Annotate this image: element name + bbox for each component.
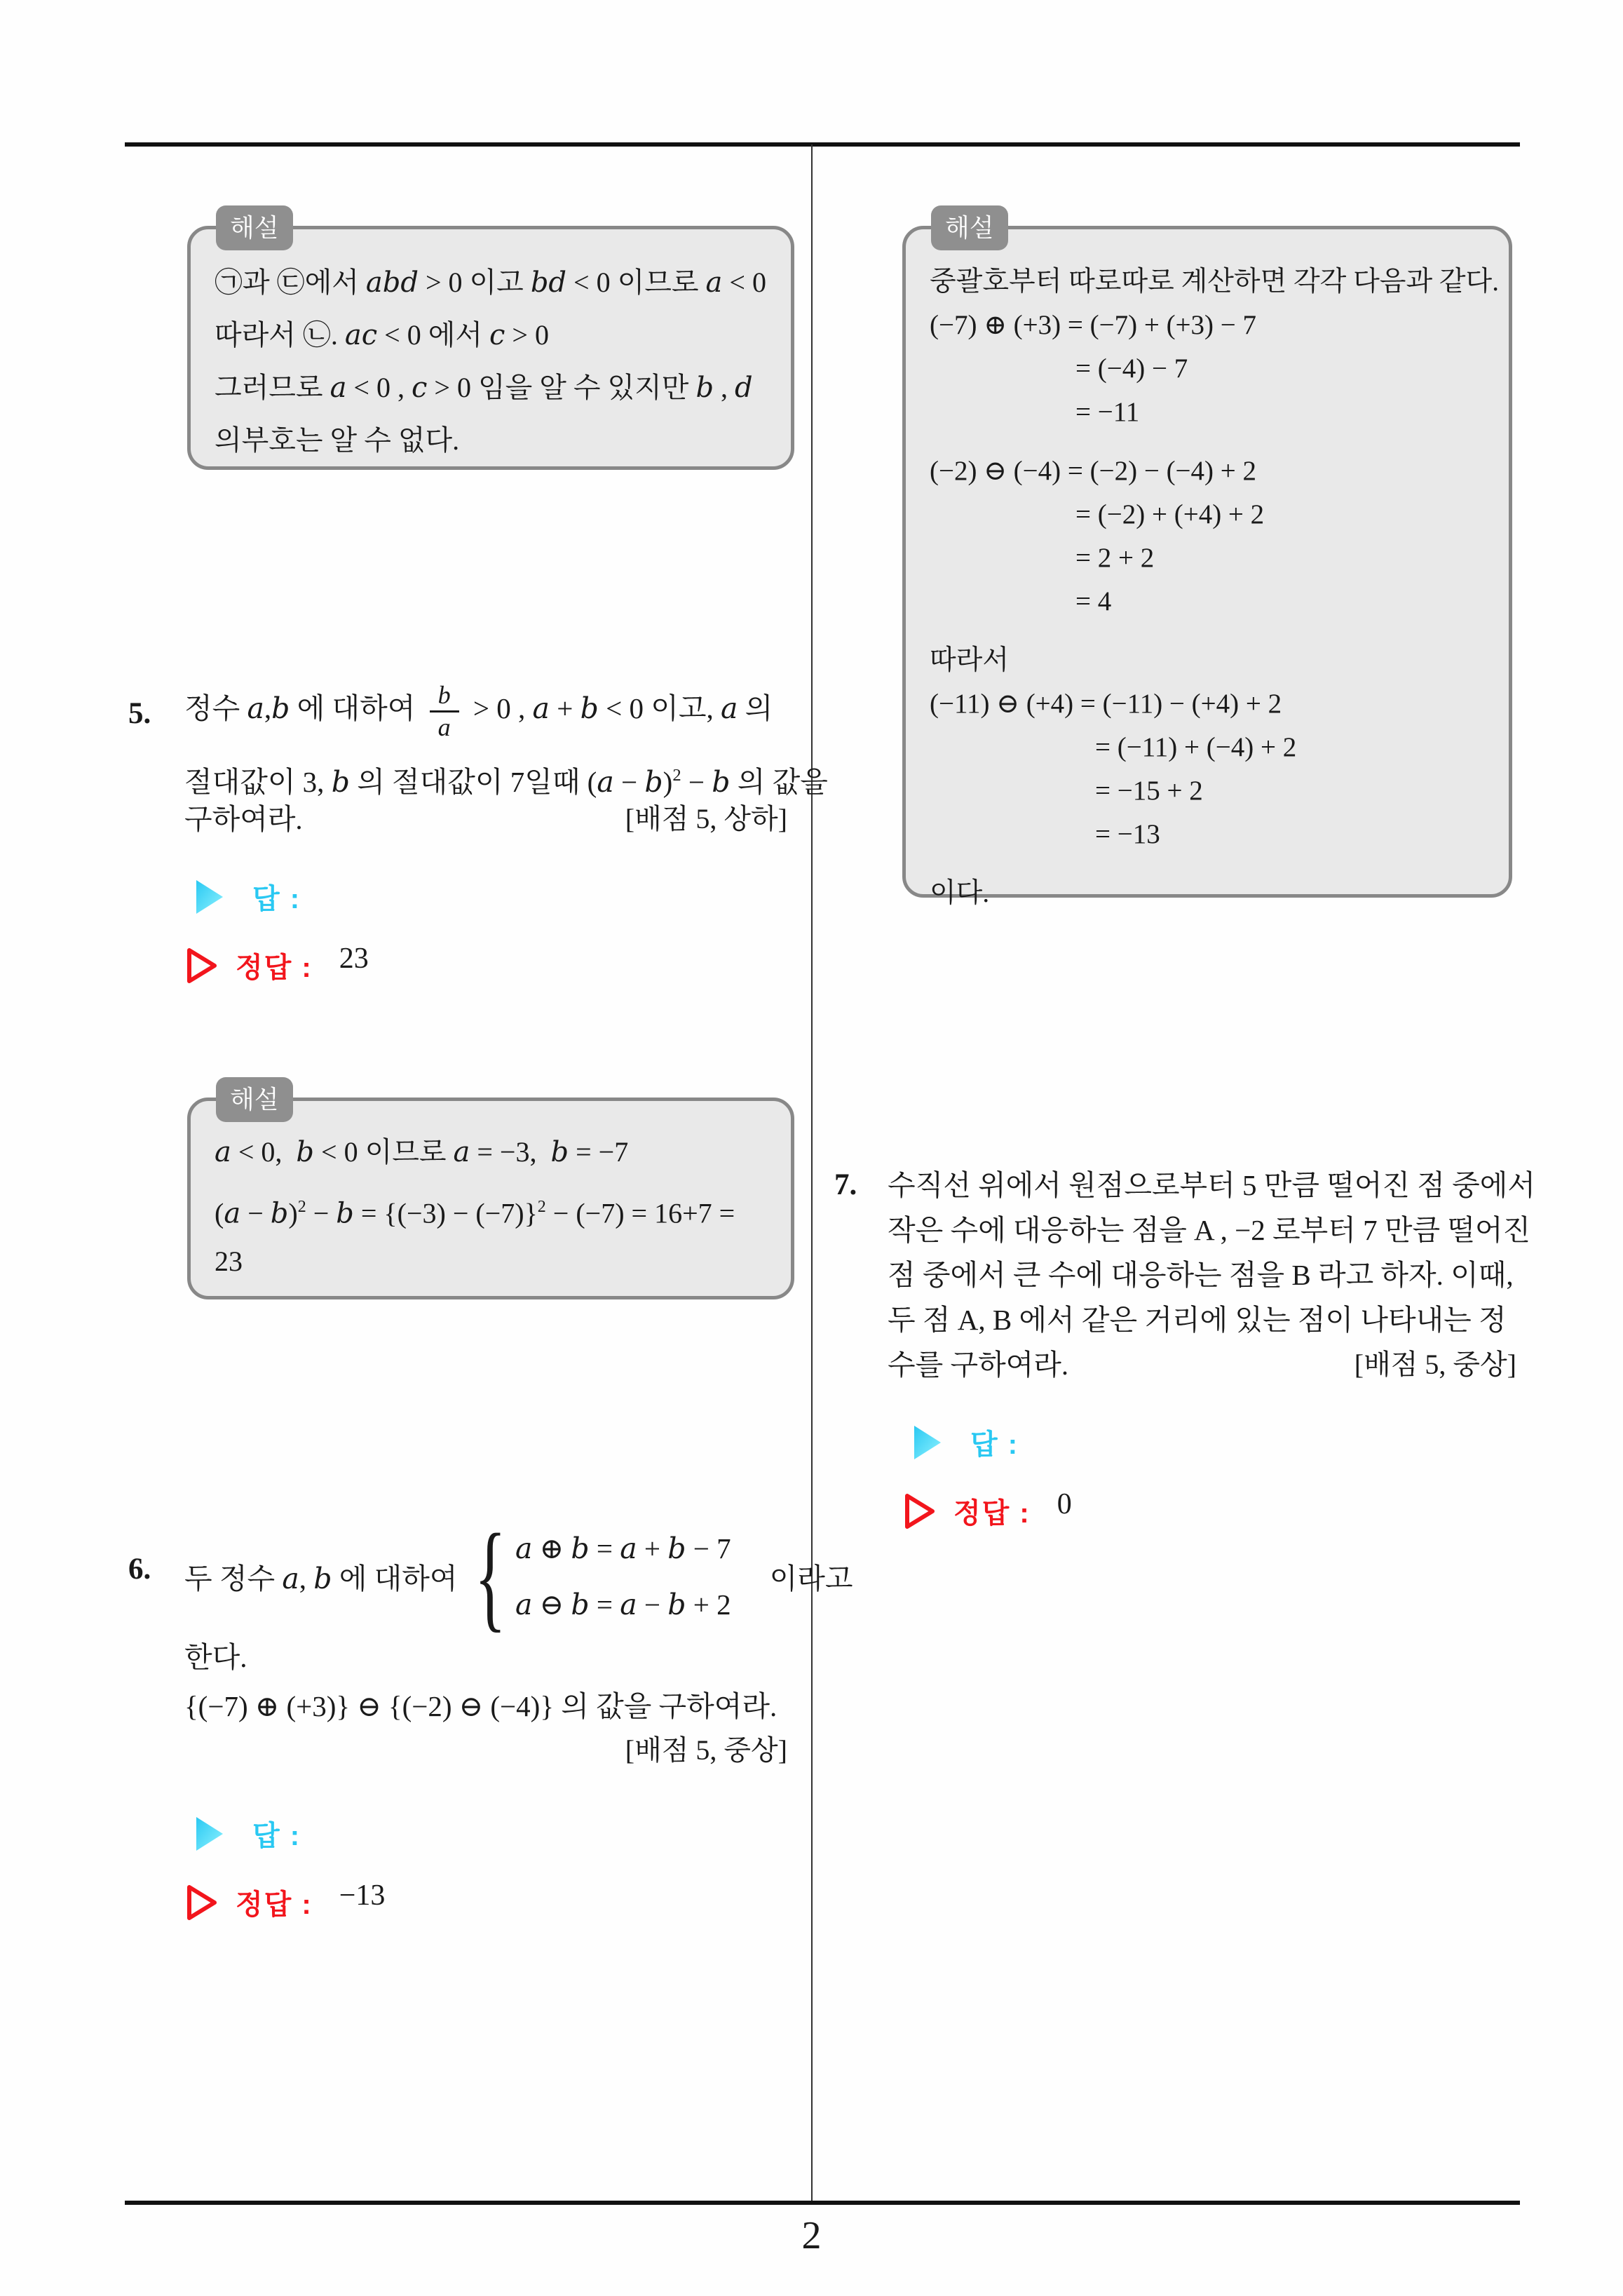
problem-7-correct-row	[903, 1487, 1072, 1531]
answer-triangle-icon	[193, 1815, 226, 1853]
cases-brace: {	[475, 1509, 507, 1643]
problem-7-line-4: 두 점 A, B 에서 같은 거리에 있는 점이 나타내는 정	[888, 1304, 1507, 1336]
problem-5-correct-value: 23	[339, 942, 369, 975]
problem-7-line-5: 수를 구하여라.	[888, 1349, 1069, 1381]
solution-line: 따라서	[930, 645, 1010, 675]
answer-triangle-icon	[911, 1424, 944, 1461]
footer-rule	[125, 2201, 1520, 2205]
problem-5-line-1: 정수 a,b 에 대하여 $\frac{b}{a}$ > 0 , a + b < 0 이고, a 의	[184, 680, 773, 742]
answer-triangle-icon	[193, 878, 226, 916]
problem-7-line-1: 수직선 위에서 원점으로부터 5 만큼 떨어진 점 중에서	[888, 1169, 1535, 1201]
answer-label: 답 :	[252, 884, 301, 914]
correct-triangle-icon	[185, 1883, 219, 1922]
solution-box-top-right	[902, 213, 1512, 908]
problem-5-score-tag: [배점 5, 상하]	[625, 803, 787, 835]
problem-6-suffix: 이라고	[769, 1562, 853, 1595]
solution-line: 23	[215, 1245, 243, 1277]
problem-6-cases	[461, 1509, 731, 1643]
solution-line: 따라서 ㉡. ac < 0 에서 c > 0	[215, 319, 549, 351]
solution-line: 이다.	[930, 878, 990, 908]
correct-label: 정답 :	[953, 1498, 1031, 1529]
problem-6-correct-value: −13	[339, 1879, 386, 1912]
problem-6-intro: 두 정수 a, b 에 대하여	[184, 1562, 458, 1595]
problem-6-case-equations	[515, 1529, 731, 1623]
problem-7-score-tag: [배점 5, 중상]	[1354, 1349, 1516, 1380]
problem-6-correct-row	[185, 1879, 386, 1922]
problem-7-line-2: 작은 수에 대응하는 점을 A , −2 로부터 7 만큼 떨어진	[888, 1214, 1531, 1246]
column-divider	[811, 144, 813, 2203]
solution-line: = −15 + 2	[1095, 776, 1203, 806]
solution-badge-label: 해설	[230, 213, 279, 242]
header-rule	[125, 142, 1520, 147]
page-number: 2	[801, 2214, 822, 2257]
solution-badge-label: 해설	[945, 213, 994, 242]
problem-7-correct-value: 0	[1057, 1487, 1072, 1520]
solution-badge-label: 해설	[230, 1085, 279, 1114]
solution-badge	[216, 205, 293, 250]
answer-label: 답 :	[970, 1429, 1019, 1460]
solution-line: a < 0, b < 0 이므로 a = −3, b = −7	[215, 1136, 629, 1168]
problem-5-line-2: 절대값이 3, b 의 절대값이 7일때 $(a - b)^2 - b$ 의 값을	[184, 764, 828, 799]
correct-triangle-icon	[903, 1492, 937, 1531]
problem-6-line-1	[184, 1508, 853, 1645]
problem-6-line-2: 한다.	[184, 1641, 247, 1673]
solution-badge	[216, 1077, 293, 1122]
solution-line: (−2) ⊖ (−4) = (−2) − (−4) + 2	[930, 456, 1257, 486]
problem-7-answer-row	[911, 1422, 1019, 1462]
solution-line: = (−4) − 7	[1075, 353, 1188, 384]
solution-box-problem-5-content	[191, 1101, 791, 1289]
correct-label: 정답 :	[236, 1889, 313, 1920]
problem-5-line-3: 구하여라.	[184, 803, 303, 835]
answer-label: 답 :	[252, 1821, 301, 1851]
solution-line: = 2 + 2	[1075, 543, 1155, 573]
problem-6-number: 6.	[128, 1553, 151, 1586]
solution-line: 중괄호부터 따로따로 계산하면 각각 다음과 같다.	[930, 266, 1499, 297]
problem-6-score-tag: [배점 5, 중상]	[625, 1734, 787, 1766]
problem-5-correct-row	[185, 942, 369, 985]
problem-6-case-1: a ⊕ b = a + b − 7	[515, 1531, 731, 1565]
problem-7-number: 7.	[834, 1168, 857, 1201]
correct-label: 정답 :	[236, 952, 313, 983]
problem-5-answer-row	[193, 877, 301, 917]
solution-line: = (−2) + (+4) + 2	[1075, 499, 1265, 529]
fraction: $\frac{b}{a}$	[430, 681, 459, 743]
solution-badge	[931, 205, 1008, 250]
problem-7-line-3: 점 중에서 큰 수에 대응하는 점을 B 라고 하자. 이때,	[888, 1259, 1514, 1291]
solution-box-top-right-content	[906, 229, 1509, 915]
solution-line: 그러므로 a < 0 , c > 0 임을 알 수 있지만 b , d	[215, 372, 753, 404]
solution-line: (−7) ⊕ (+3) = (−7) + (+3) − 7	[930, 310, 1257, 340]
solution-box-problem-5	[187, 1085, 794, 1299]
problem-6-answer-row	[193, 1814, 301, 1853]
correct-triangle-icon	[185, 946, 219, 985]
solution-line: (−11) ⊖ (+4) = (−11) − (+4) + 2	[930, 689, 1282, 719]
solution-box-top-left-content	[191, 229, 791, 466]
solution-line: = −13	[1095, 819, 1160, 849]
solution-line: ㉠과 ㉢에서 abd > 0 이고 bd < 0 이므로 a < 0	[215, 266, 766, 299]
solution-box-top-left	[187, 213, 794, 470]
solution-line: $(a - b)^2 - b = \{(-3) - (-7)\}^2 - (-7) = 16+7$ =	[215, 1197, 735, 1230]
problem-5-number: 5.	[128, 697, 151, 730]
solution-line: 의부호는 알 수 없다.	[215, 424, 460, 456]
problem-6-line-3: {(−7) ⊕ (+3)} ⊖ {(−2) ⊖ (−4)} 의 값을 구하여라.	[184, 1690, 777, 1722]
solution-line: = (−11) + (−4) + 2	[1095, 732, 1297, 762]
solution-line: = −11	[1075, 397, 1140, 427]
problem-6-case-2: a ⊖ b = a − b + 2	[515, 1587, 731, 1621]
solution-line: = 4	[1075, 586, 1112, 616]
